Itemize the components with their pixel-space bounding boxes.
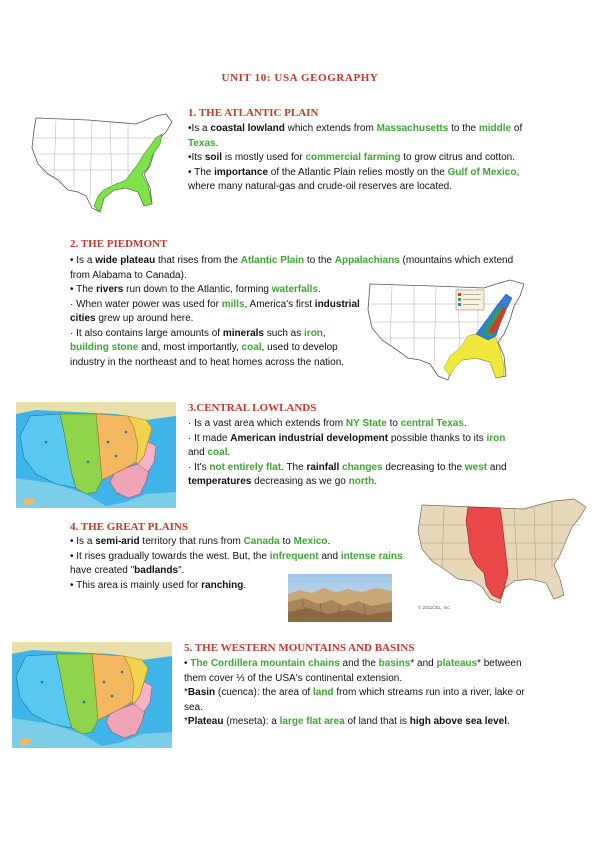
piedmont-text-bottom	[70, 283, 360, 370]
bullet-line: · When water power was used for mills, America's first industrial cities grew up around here.	[70, 298, 360, 324]
bullet-line: • The importance of the Atlantic Plain relies mostly on the Gulf of Mexico, where many natural-gas and crude-oil reserves are located.	[188, 166, 520, 192]
central-lowlands-text	[188, 417, 524, 490]
atlantic-plain-map	[28, 108, 178, 218]
bullet-line: •Its soil is mostly used for commercial farming to grow citrus and cotton.	[188, 152, 515, 163]
bullet-line: •Is a coastal lowland which extends from Massachusetts to the middle of Texas.	[188, 123, 523, 149]
western-mountains-text	[184, 657, 530, 730]
bullet-line: · It made American industrial development possible thanks to its iron and coal.	[188, 432, 506, 458]
great-plains-map	[414, 495, 590, 613]
section-heading-atlantic-plain: 1. THE ATLANTIC PLAIN	[188, 107, 319, 119]
central-lowlands-map	[16, 402, 176, 508]
definition-line: *Basin (cuenca): the area of land from which streams run into a river, lake or sea.	[184, 687, 525, 713]
piedmont-map	[364, 276, 534, 384]
atlantic-plain-text	[188, 122, 528, 195]
bullet-line: • The Cordillera mountain chains and the basins* and plateaus* between them cover ⅓ of the USA's continental extension.	[184, 658, 522, 684]
bullet-line: • Is a wide plateau that rises from the Atlantic Plain to the Appalachians (mountains which extend from Alabama to Canada).	[70, 255, 514, 281]
section-heading-great-plains: 4. THE GREAT PLAINS	[70, 521, 188, 533]
section-heading-piedmont: 2. THE PIEDMONT	[70, 238, 168, 250]
bullet-line: • Is a semi-arid territory that runs from Canada to Mexico.	[70, 536, 331, 547]
badlands-photo	[288, 574, 392, 622]
section-heading-central-lowlands: 3.CENTRAL LOWLANDS	[188, 402, 317, 414]
bullet-line: • It rises gradually towards the west. But, the infrequent and intense rains have created "badlands".	[70, 550, 403, 576]
bullet-line: · It's not entirely flat. The rainfall changes decreasing to the west and temperatures decreasing as we go north.	[188, 461, 507, 487]
bullet-line: · Is a vast area which extends from NY State to central Texas.	[188, 418, 467, 429]
great-plains-text-ranching	[70, 579, 280, 594]
bullet-line: • The rivers run down to the Atlantic, forming waterfalls.	[70, 284, 321, 295]
great-plains-text	[70, 535, 410, 579]
bullet-line: • This area is mainly used for ranching.	[70, 580, 247, 591]
page-title: UNIT 10: USA GEOGRAPHY	[221, 72, 379, 84]
map-copyright: © 2011CEL, Inc.	[418, 605, 451, 610]
western-mountains-map	[12, 642, 172, 748]
definition-line: *Plateau (meseta): a large flat area of land that is high above sea level.	[184, 716, 510, 727]
bullet-line: · It also contains large amounts of minerals such as iron, building stone and, most importantly, coal, used to develop industry in the northeast and to heat homes across the nation.	[70, 327, 345, 368]
section-heading-western-mountains: 5. THE WESTERN MOUNTAINS AND BASINS	[184, 642, 415, 654]
